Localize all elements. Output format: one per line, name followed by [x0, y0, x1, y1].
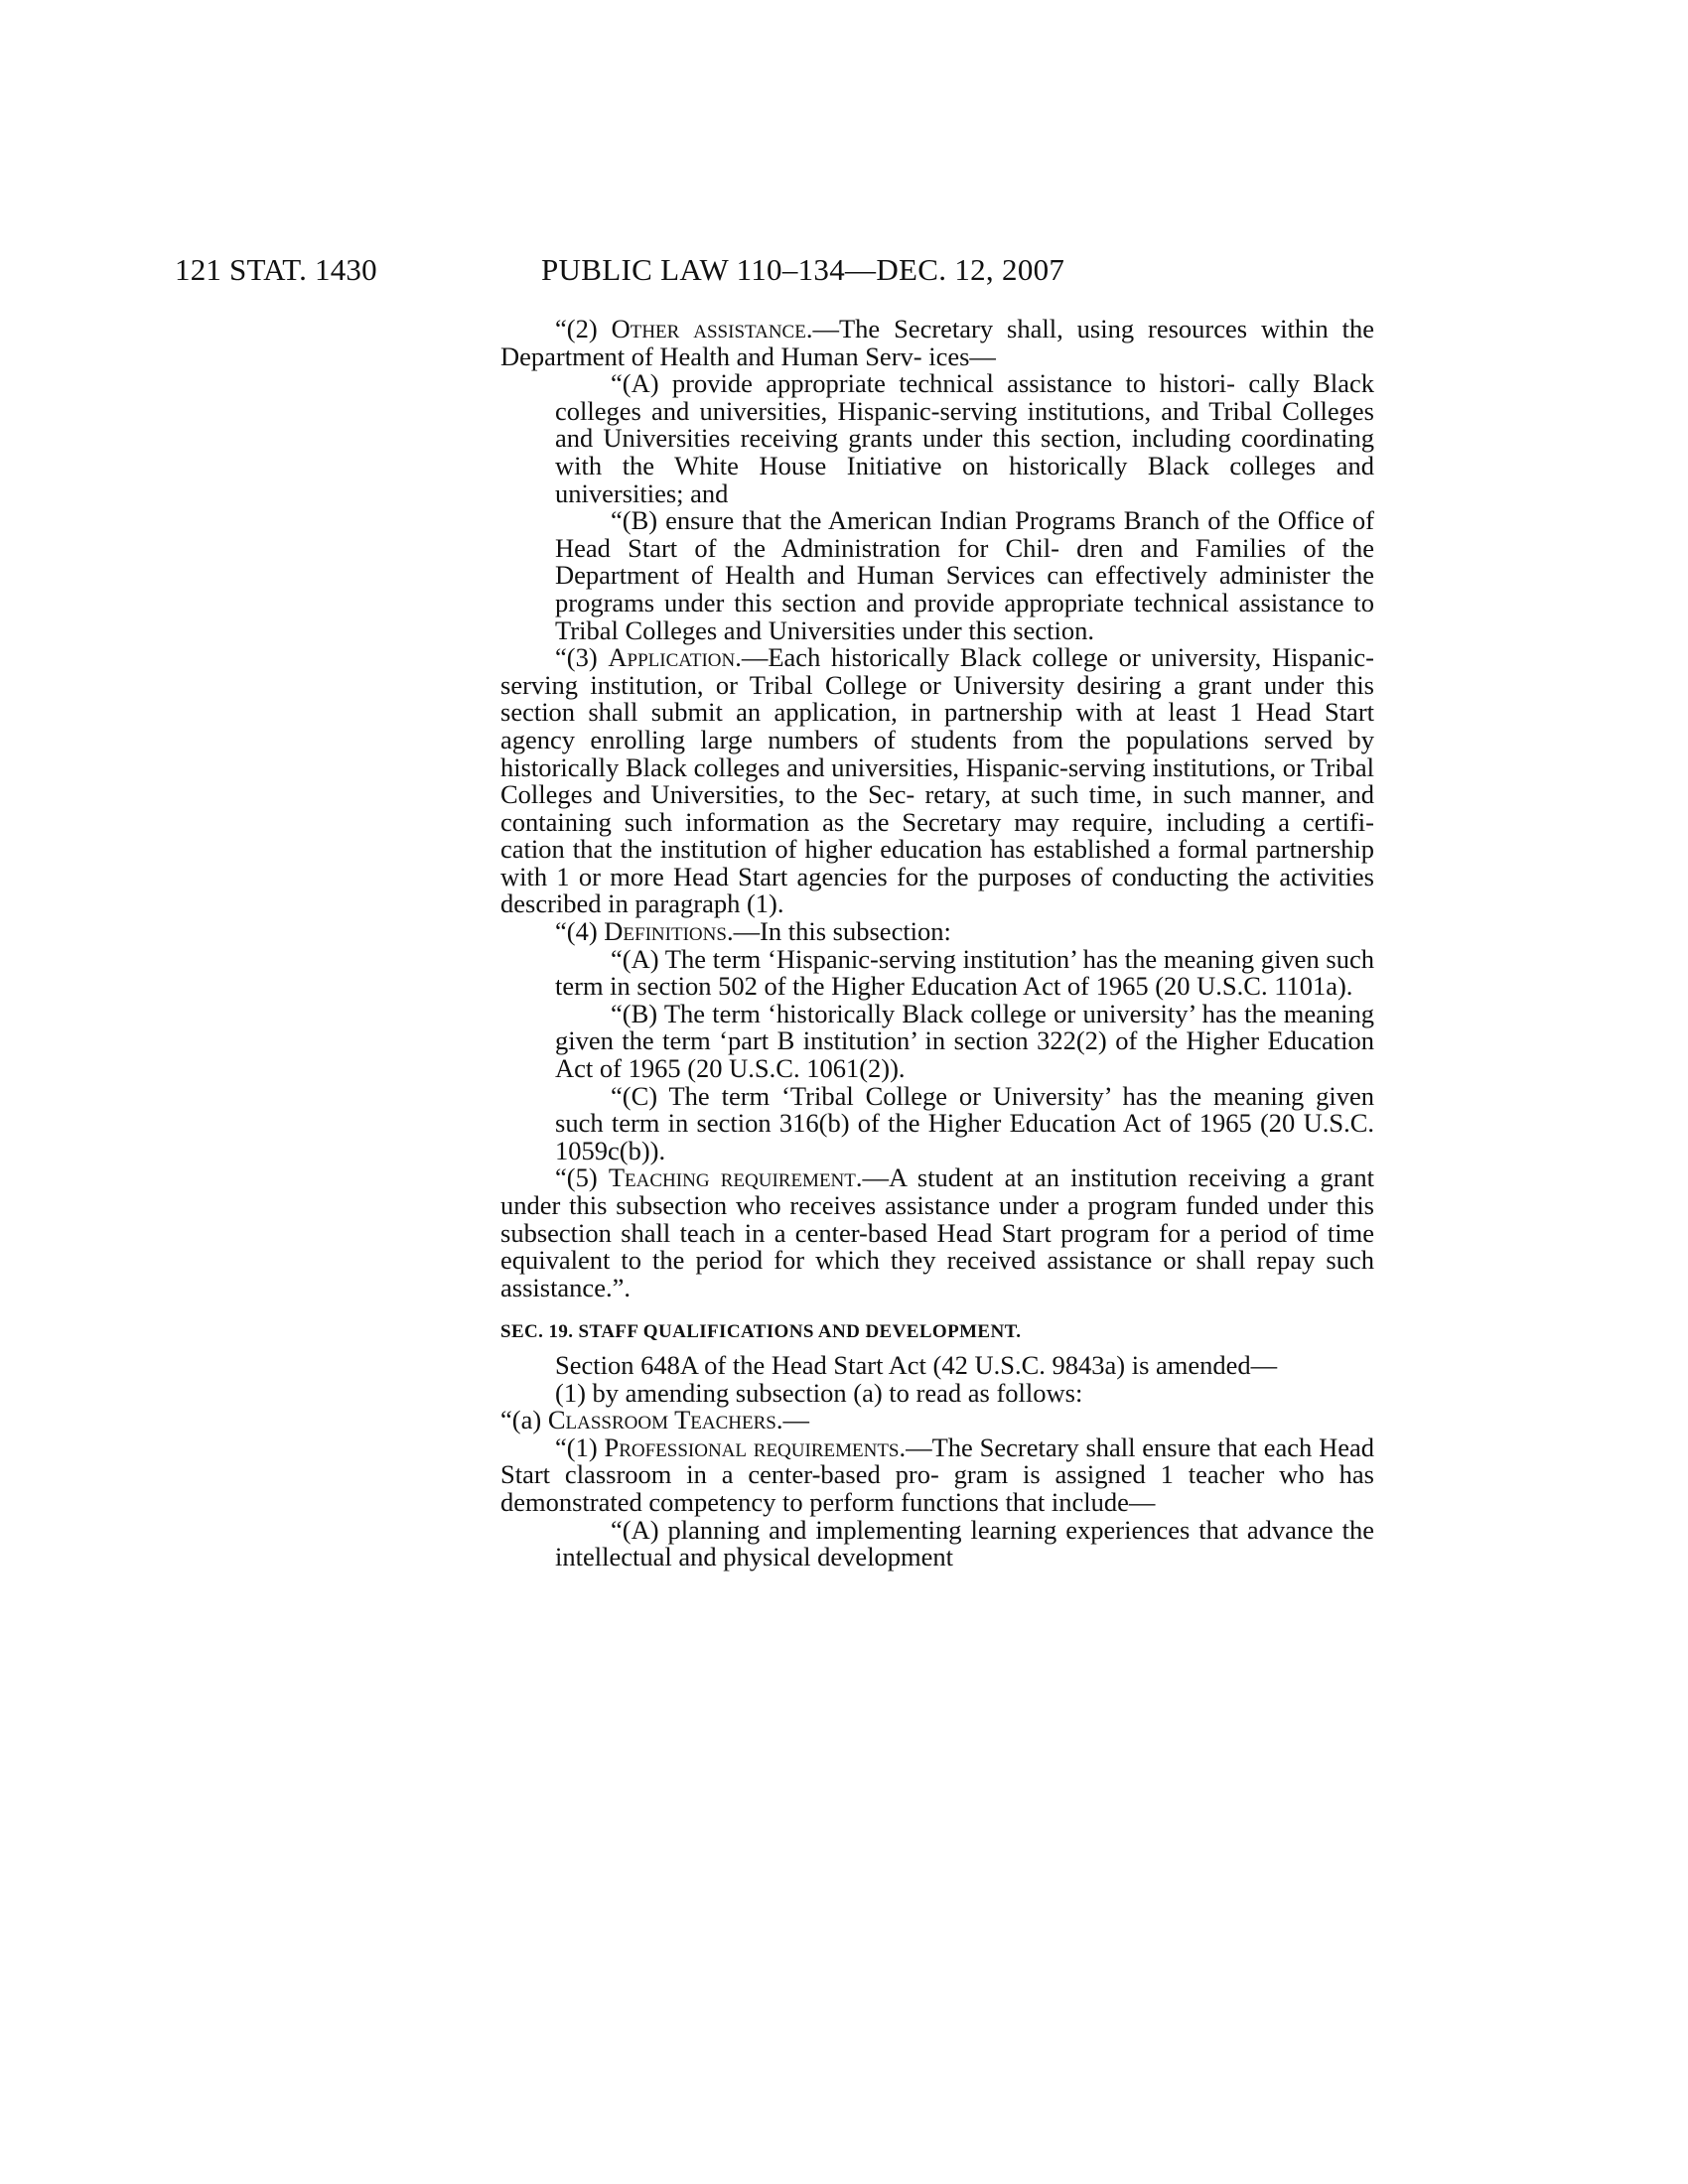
- paragraph-4-definitions: “(4) Definitions.—In this subsection:: [555, 916, 951, 947]
- paragraph-heading: Professional requirements: [604, 1432, 900, 1462]
- paragraph-heading: Teaching requirement: [608, 1162, 856, 1193]
- paragraph-heading: Application: [608, 642, 736, 673]
- subparagraph-2a: “(A) provide appropriate technical assistance to histori- cally Black colleges and universities, Hispanic-serving institutions, and Tribal Colleges and Universities receiving grants under this section, including coordinating with the White House Initiative on historically Black colleges and universities; and: [555, 368, 1374, 508]
- definition-4a: “(A) The term ‘Hispanic-serving institution’ has the meaning given such term in section 502 of the Higher Education Act of 1965 (20 U.S.C. 1101a).: [555, 943, 1374, 1002]
- definition-4c: “(C) The term ‘Tribal College or University’ has the meaning given such term in section 316(b) of the Higher Education Act of 1965 (20 U.S.C. 1059c(b)).: [555, 1080, 1374, 1165]
- document-body: [500, 316, 1374, 1571]
- section-19-heading: SEC. 19. STAFF QUALIFICATIONS AND DEVELOPMENT.: [500, 1321, 1022, 1343]
- section-19-item-1: (1) by amending subsection (a) to read as follows:: [555, 1377, 1083, 1408]
- page-header: [0, 250, 1688, 290]
- paragraph-heading: Other assistance: [611, 314, 806, 343]
- section-19-intro: Section 648A of the Head Start Act (42 U.S.C. 9843a) is amended—: [555, 1349, 1278, 1380]
- subparagraph-2b: “(B) ensure that the American Indian Programs Branch of the Office of Head Start of the Administration for Chil- dren and Families of the Department of Health and Human Services can effectively administer the programs under this section and provide appropriate technical assistance to Tribal Colleges and Universities under this section.: [555, 505, 1374, 645]
- paragraph-3-application: “(3) Application.—Each historically Black college or university, Hispanic-serving institution, or Tribal College or University desiring a grant under this section shall submit an application, in partnership with at least 1 Head Start agency enrolling large numbers of students from the populations served by historically Black colleges and universities, Hispanic-serving institutions, or Tribal Colleges and Universities, to the Sec- retary, at such time, in such manner, and containing such information as the Secretary may require, including a certifi- cation that the institution of higher education has established a formal partnership with 1 or more Head Start agencies for the purposes of conducting the activities described in paragraph (1).: [500, 642, 1374, 919]
- statute-reference: 121 STAT. 1430: [175, 252, 377, 287]
- subsection-a-classroom-teachers: “(a) Classroom Teachers.—: [500, 1405, 809, 1435]
- subsection-heading: Classroom Teachers: [547, 1405, 776, 1435]
- public-law-title: PUBLIC LAW 110–134—DEC. 12, 2007: [541, 252, 1065, 287]
- definition-4b: “(B) The term ‘historically Black college or university’ has the meaning given the term ‘part B institution’ in section 322(2) of the Higher Education Act of 1965 (20 U.S.C. 1061(2)).: [555, 998, 1374, 1084]
- subparagraph-a1a: “(A) planning and implementing learning experiences that advance the intellectual and physical development: [555, 1514, 1374, 1572]
- paragraph-5-teaching-requirement: “(5) Teaching requirement.—A student at an institution receiving a grant under this subsection who receives assistance under a program funded under this subsection shall teach in a center-based Head Start program for a period of time equivalent to the period for which they received assistance or shall repay such assistance.”.: [500, 1162, 1374, 1302]
- paragraph-a1-professional-requirements: “(1) Professional requirements.—The Secretary shall ensure that each Head Start classroom in a center-based pro- gram is assigned 1 teacher who has demonstrated competency to perform functions that include—: [500, 1432, 1374, 1517]
- paragraph-heading: Definitions: [604, 916, 727, 947]
- paragraph-2-other-assistance: “(2) Other assistance.—The Secretary shall, using resources within the Department of Health and Human Serv- ices—: [500, 314, 1374, 371]
